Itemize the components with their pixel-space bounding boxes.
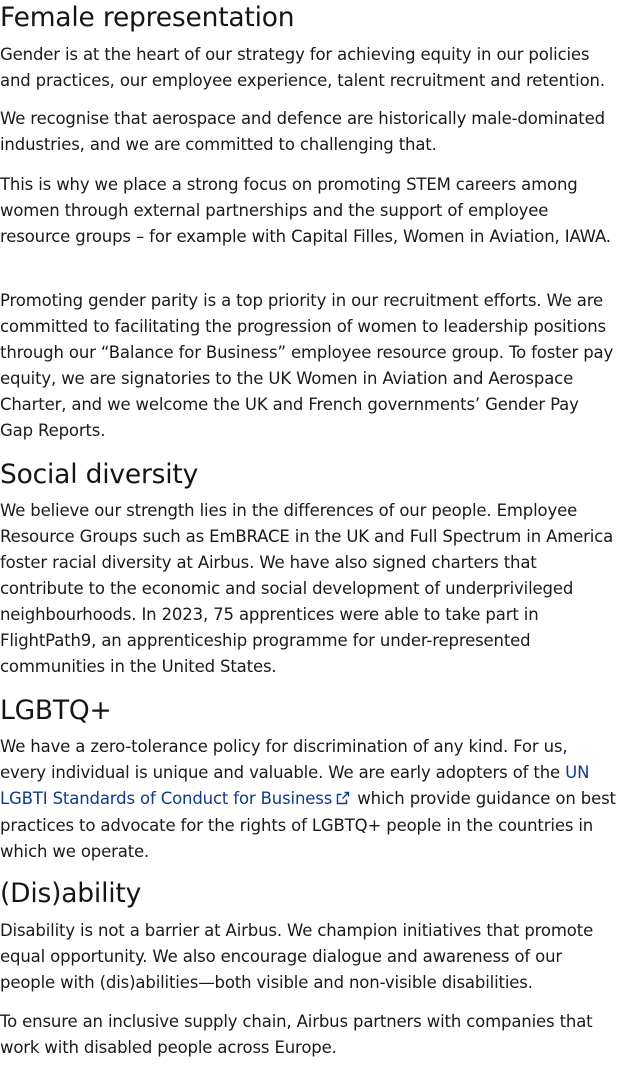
paragraph: We believe our strength lies in the differences of our people. Employee Resource Groups such as EmBRACE in the UK and Full Spectrum in America foster racial diversity at Airbus. We have also signed charters that contribute to the economic and social development of underprivileged neighbourhoods. In 2023, 75 apprentices were able to take part in FlightPath9, an apprenticeship programme for under-represented communities in the United States. bbox=[0, 501, 614, 676]
heading-social-diversity: Social diversity bbox=[0, 459, 199, 490]
heading-disability: (Dis)ability bbox=[0, 878, 142, 909]
heading-lgbtq: LGBTQ+ bbox=[0, 695, 112, 726]
paragraph-lgbtq bbox=[0, 734, 618, 865]
paragraph: This is why we place a strong focus on promoting STEM careers among women through external partnerships and the support of employee resource groups – for example with Capital Filles, Women in Aviation, IAWA. bbox=[0, 175, 611, 246]
paragraph: We recognise that aerospace and defence are historically male-dominated industries, and we are committed to challenging that. bbox=[0, 109, 605, 154]
heading-female-representation: Female representation bbox=[0, 2, 295, 33]
paragraph-text: which provide guidance on best practices to advocate for the rights of LGBTQ+ people in the countries in which we operate. bbox=[0, 789, 616, 861]
paragraph: Promoting gender parity is a top priority in our recruitment efforts. We are committed to facilitating the progression of women to leadership positions through our “Balance for Business” employee resource group. To foster pay equity, we are signatories to the UK Women in Aviation and Aerospace Charter, and we welcome the UK and French governments’ Gender Pay Gap Reports. bbox=[0, 291, 614, 440]
paragraph: Disability is not a barrier at Airbus. We champion initiatives that promote equal opportunity. We also encourage dialogue and awareness of our people with (dis)abilities—both visible and non-visible disabilities. bbox=[0, 921, 594, 992]
paragraph: To ensure an inclusive supply chain, Airbus partners with companies that work with disabled people across Europe. bbox=[0, 1012, 593, 1057]
paragraph-text: We have a zero-tolerance policy for discrimination of any kind. For us, every individual is unique and valuable. We are early adopters of the bbox=[0, 737, 568, 782]
link-text: UN LGBTI Standards of Conduct for Business bbox=[0, 763, 590, 808]
external-link-icon bbox=[336, 787, 350, 813]
paragraph: Gender is at the heart of our strategy for achieving equity in our policies and practices, our employee experience, talent recruitment and retention. bbox=[0, 45, 605, 90]
